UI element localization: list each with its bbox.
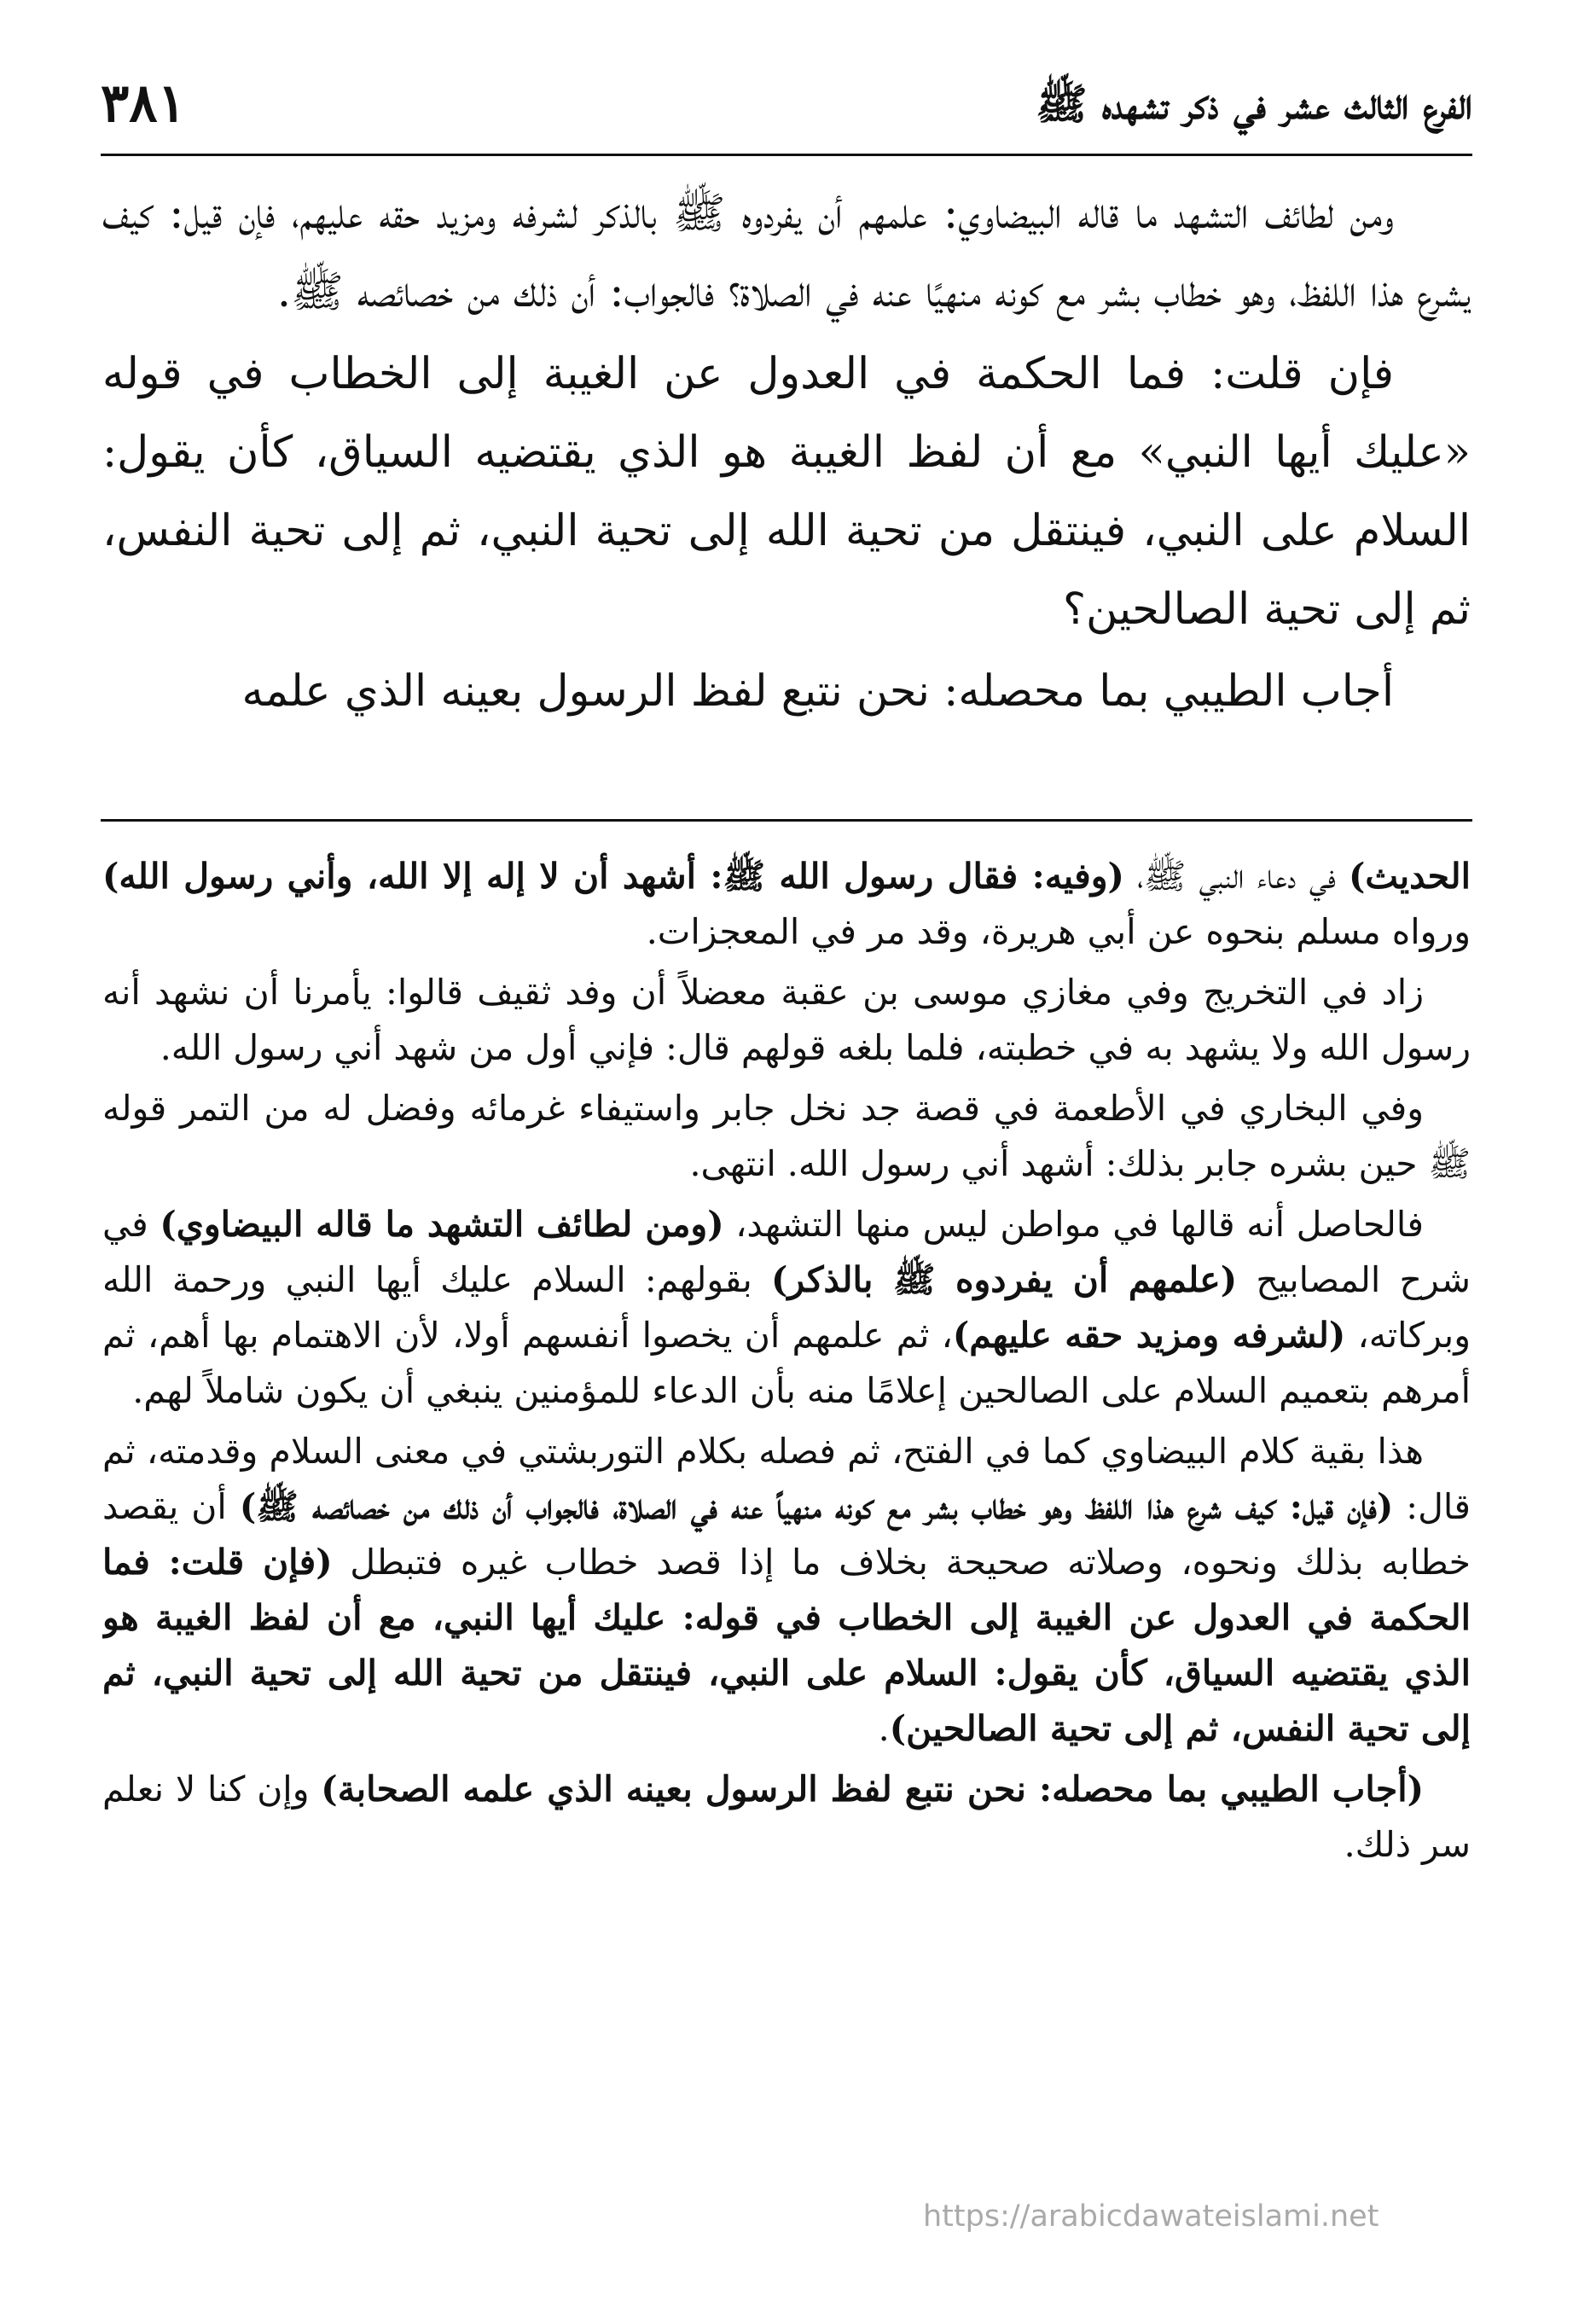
text-segment: ، ثم علمهم أن يخصوا أنفسهم أولا، لأن الاهتمام بها أهم، ثم أمرهم بتعميم السلام على الصالحين إعلامًا منه بأن الدعاء للمؤمنين ينبغي أن يكون شاملاً لهم. — [102, 1315, 1471, 1411]
page-header — [101, 72, 1472, 156]
text-segment: في دعاء النبي ﷺ، — [1123, 856, 1350, 897]
commentary-paragraph — [102, 1424, 1471, 1757]
text-segment: وإن كنا لا نعلم سر ذلك. — [102, 1769, 1471, 1865]
footnote-divider — [101, 819, 1472, 822]
bold-segment: (فإن قلت: فما الحكمة في العدول عن الغيبة إلى الخطاب في قوله: عليك أيها النبي، مع أن لفظ الغيبة هو الذي يقتضيه السياق، كأن يقول: السلام على النبي، فينتقل من تحية الله إلى تحية النبي، ثم إلى تحية النفس، ثم إلى تحية الصالحين) — [102, 1542, 1471, 1749]
main-text — [102, 175, 1471, 806]
text-segment: بقولهم: السلام عليك أيها النبي ورحمة الله وبركاته، — [102, 1259, 1471, 1356]
text-segment: هذا بقية كلام البيضاوي كما في الفتح، ثم فصله بكلام التوربشتي في معنى السلام وقدمته، ثم قال: — [102, 1431, 1471, 1527]
commentary-paragraph: زاد في التخريج وفي مغازي موسى بن عقبة معضلاً أن وفد ثقيف قالوا: يأمرنا أن نشهد أنه رسول الله ولا يشهد به في خطبته، فلما بلغه قولهم قال: فإني أول من شهد أني رسول الله. — [102, 972, 1471, 1068]
main-paragraph: فإن قلت: فما الحكمة في العدول عن الغيبة إلى الخطاب في قوله «عليك أيها النبي» مع أن لفظ الغيبة هو الذي يقتضيه السياق، كأن يقول: السلام على النبي، فينتقل من تحية الله إلى تحية النبي، ثم إلى تحية النفس، ثم إلى تحية الصالحين؟ — [102, 349, 1471, 635]
text-segment: فالحاصل أنه قالها في مواطن ليس منها التشهد، — [723, 1204, 1424, 1245]
text-segment: في شرح المصابيح — [102, 1204, 1471, 1300]
bold-segment: (أجاب الطيبي بما محصله: نحن نتبع لفظ الرسول بعينه الذي علمه الصحابة) — [321, 1769, 1424, 1810]
main-paragraph: ومن لطائف التشهد ما قاله البيضاوي: علمهم أن يفردوه ﷺ بالذكر لشرفه ومزيد حقه عليهم، فإن قيل: كيف يشرع هذا اللفظ، وهو خطاب بشر مع كونه منهيًا عنه في الصلاة؟ فالجواب: أن ذلك من خصائصه ﷺ. — [102, 189, 1471, 317]
watermark-url: https://arabicdawateislami.net — [923, 2199, 1379, 2234]
bold-segment: (لشرفه ومزيد حقه عليهم) — [952, 1315, 1346, 1356]
bold-segment: (علمهم أن يفردوه ﷺ بالذكر) — [771, 1259, 1238, 1300]
commentary-paragraph — [102, 849, 1471, 960]
header-title: الفرع الثالث عشر في ذكر تشهده ﷺ — [1036, 78, 1472, 129]
text-segment: ورواه مسلم بنحوه عن أبي هريرة، وقد مر في المعجزات. — [646, 911, 1471, 952]
main-paragraph: أجاب الطيبي بما محصله: نحن نتبع لفظ الرسول بعينه الذي علمه — [241, 666, 1394, 717]
page-number: ٣٨١ — [101, 72, 186, 134]
commentary-text — [102, 849, 1471, 2171]
bold-segment: (فإن قيل: كيف شرع هذا اللفظ وهو خطاب بشر مع كونه منهياً عنه في الصلاة، فالجواب أن ذلك من خصائصه ﷺ) — [239, 1486, 1394, 1527]
bold-segment: الحديث) — [1349, 856, 1471, 897]
text-segment: أن يقصد خطابه بذلك ونحوه، وصلاته صحيحة بخلاف ما إذا قصد خطاب غيره فتبطل — [102, 1486, 1471, 1583]
bold-segment: (وفيه: فقال رسول الله ﷺ: أشهد أن لا إله إلا الله، وأني رسول الله) — [102, 856, 1124, 897]
commentary-paragraph — [102, 1197, 1471, 1419]
bold-segment: (ومن لطائف التشهد ما قاله البيضاوي) — [160, 1204, 724, 1245]
commentary-paragraph: وفي البخاري في الأطعمة في قصة جد نخل جابر واستيفاء غرمائه وفضل له من التمر قوله ﷺ حين بشره جابر بذلك: أشهد أني رسول الله. انتهى. — [102, 1088, 1471, 1184]
text-segment: . — [878, 1708, 890, 1749]
commentary-paragraph — [102, 1762, 1471, 1873]
